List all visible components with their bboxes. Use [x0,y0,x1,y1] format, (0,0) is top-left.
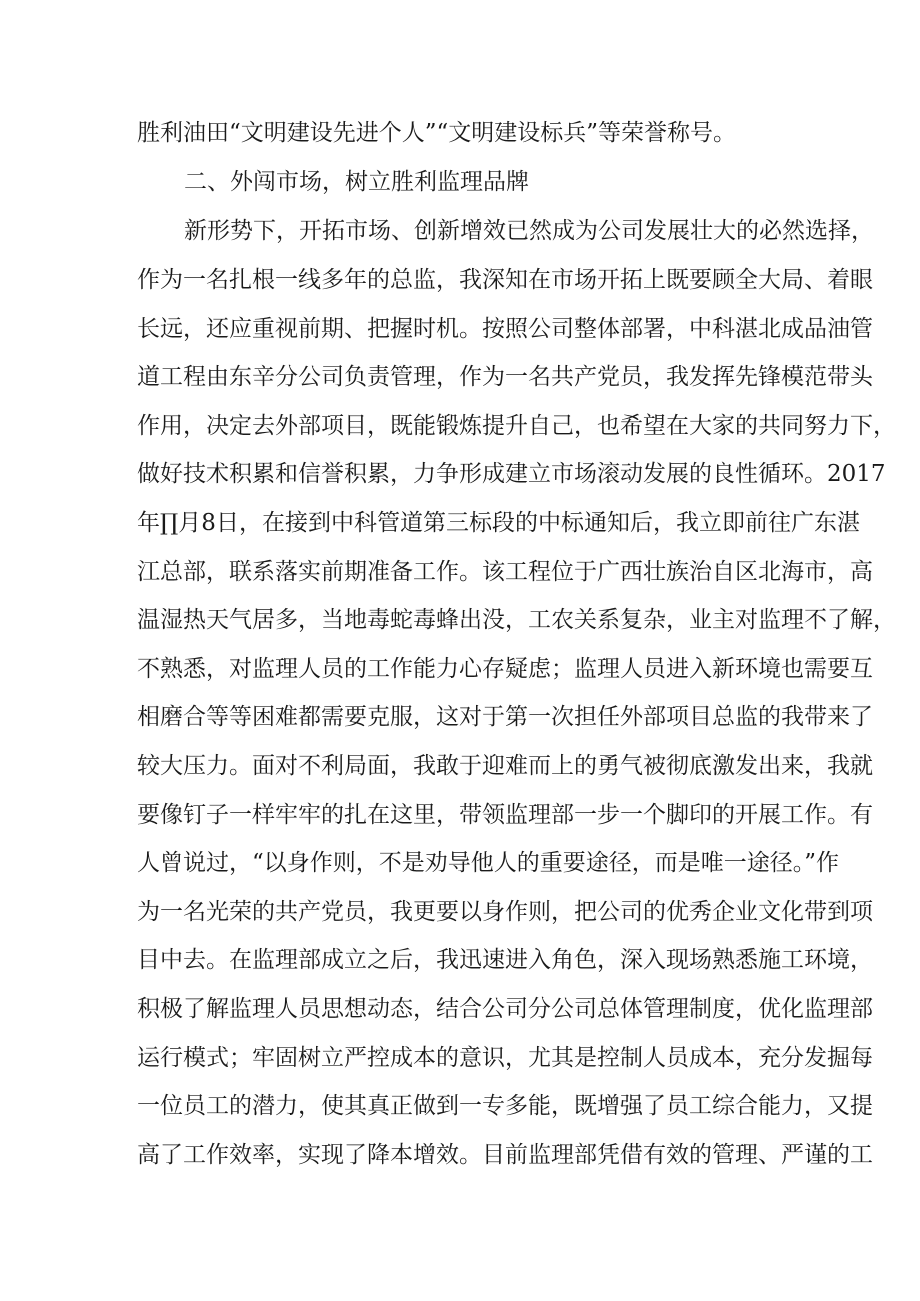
text-line: 做好技术积累和信誉积累，力争形成建立市场滚动发展的良性循环。2017 [137,461,886,487]
text-line: 一位员工的潜力，使其真正做到一专多能，既增强了员工综合能力，又提 [137,1093,873,1119]
section-heading: 二、外闯市场，树立胜利监理品牌 [184,169,529,195]
text-line: 胜利油田“文明建设先进个人”“文明建设标兵”等荣誉称号。 [137,120,737,146]
text-line: 要像钉子一样牢牢的扎在这里，带领监理部一步一个脚印的开展工作。有 [137,802,873,828]
text-line: 积极了解监理人员思想动态，结合公司分公司总体管理制度，优化监理部 [137,996,873,1022]
text-line: 目中去。在监理部成立之后，我迅速进入角色，深入现场熟悉施工环境， [137,947,873,973]
text-line: 运行模式；牢固树立严控成本的意识，尤其是控制人员成本，充分发掘每 [137,1045,873,1071]
text-line: 高了工作效率，实现了降本增效。目前监理部凭借有效的管理、严谨的工 [137,1142,873,1168]
text-line: 长远，还应重视前期、把握时机。按照公司整体部署，中科湛北成品油管 [137,316,873,342]
text-line: 江总部，联系落实前期准备工作。该工程位于广西壮族治自区北海市，高 [137,559,873,585]
text-line: 不熟悉，对监理人员的工作能力心存疑虑；监理人员进入新环境也需要互 [137,656,873,682]
text-line: 道工程由东辛分公司负责管理，作为一名共产党员，我发挥先锋模范带头 [137,364,873,390]
text-line: 人曾说过，“以身作则，不是劝导他人的重要途径，而是唯一途径。”作 [137,850,840,876]
text-line: 较大压力。面对不利局面，我敢于迎难而上的勇气被彻底激发出来，我就 [137,753,873,779]
text-line: 相磨合等等困难都需要克服，这对于第一次担任外部项目总监的我带来了 [137,704,873,730]
text-line: 为一名光荣的共产党员，我更要以身作则，把公司的优秀企业文化带到项 [137,899,873,925]
text-line: 新形势下，开拓市场、创新增效已然成为公司发展壮大的必然选择， [184,218,874,244]
text-line: 作用，决定去外部项目，既能锻炼提升自己，也希望在大家的共同努力下， [137,413,896,439]
text-line: 年∏月8日，在接到中科管道第三标段的中标通知后，我立即前往广东湛 [137,510,860,536]
text-line: 作为一名扎根一线多年的总监，我深知在市场开拓上既要顾全大局、着眼 [137,267,873,293]
text-line: 温湿热天气居多，当地毒蛇毒蜂出没，工农关系复杂，业主对监理不了解， [137,607,896,633]
